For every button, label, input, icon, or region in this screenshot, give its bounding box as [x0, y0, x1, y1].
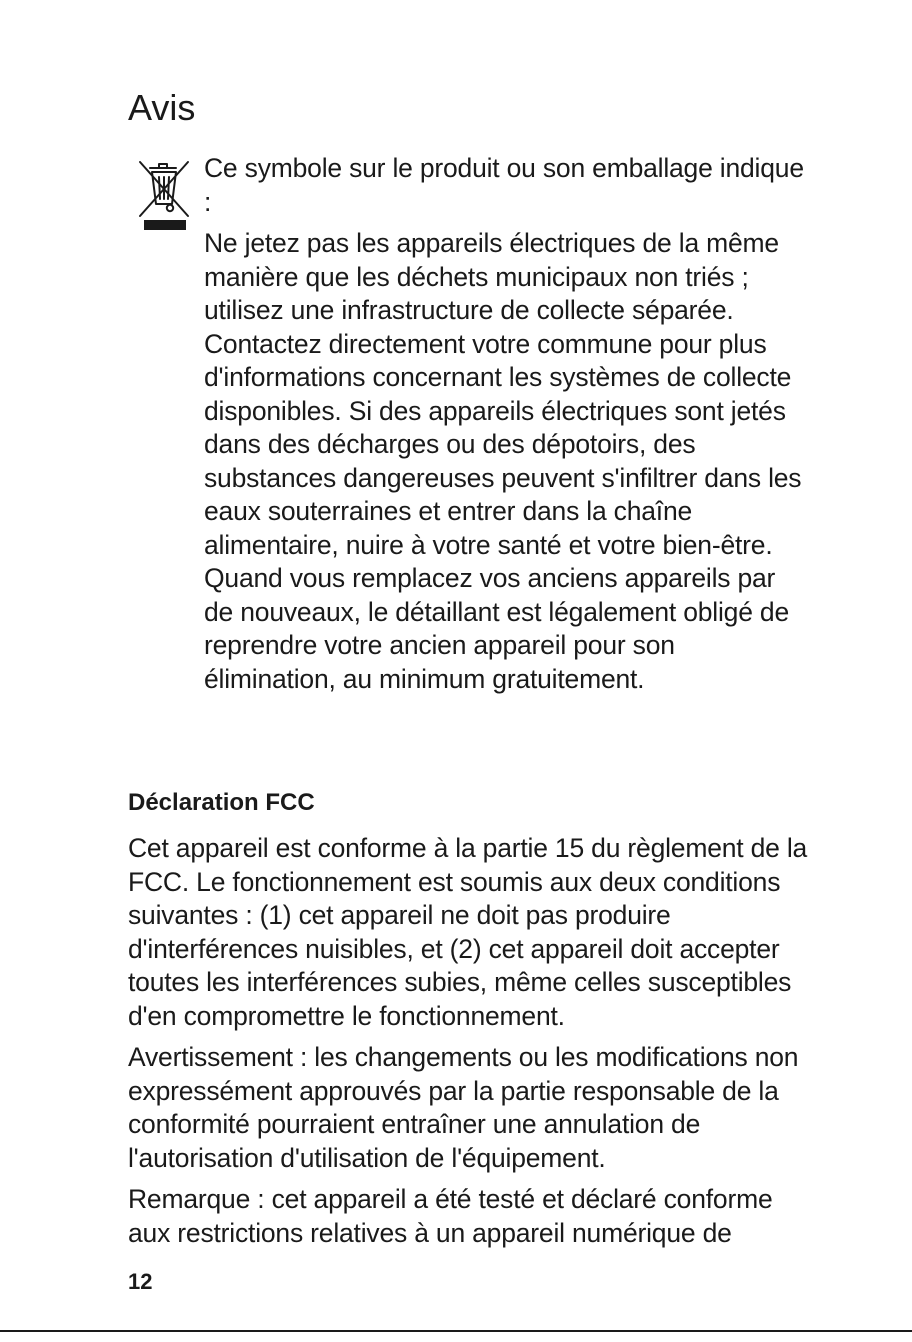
disposal-notice [204, 152, 804, 696]
page-edge-rule [0, 1330, 912, 1332]
fcc-paragraph: Cet appareil est conforme à la partie 15 du règlement de la FCC. Le fonctionnement est soumis aux deux conditions suivantes : (1) cet appareil ne doit pas produire d'interférences nuisibles, et (2) cet appareil doit accepter toutes les interférences subies, même celles susceptibles d'en compromettre le fonctionnement. [128, 833, 808, 1031]
fcc-warning: Avertissement : les changements ou les modifications non expressément approuvés par la partie responsable de la conformité pourraient entraîner une annulation de l'autorisation d'utilisation de l'équipement. [128, 1042, 799, 1173]
fcc-heading: Déclaration FCC [128, 789, 315, 816]
weee-bar [144, 220, 186, 230]
notice-body: Ne jetez pas les appareils électriques de la même manière que les déchets municipaux non triés ; utilisez une infrastructure de collecte séparée. Contactez directement votre commune pour plus d'informations concernant les systèmes de collecte disponibles. Si des appareils électriques sont jetés dans des décharges ou des dépotoirs, des substances dangereuses peuvent s'infiltrer dans les eaux souterraines et entrer dans la chaîne alimentaire, nuire à votre santé et votre bien-être. Quand vous remplacez vos anciens appareils par de nouveaux, le détaillant est légalement obligé de reprendre votre ancien appareil pour son élimination, au minimum gratuitement. [204, 228, 802, 694]
fcc-statement [128, 832, 808, 1250]
fcc-note: Remarque : cet appareil a été testé et déclaré conforme aux restrictions relatives à un appareil numérique de [128, 1184, 773, 1248]
section-title: Avis [128, 87, 196, 128]
page-number: 12 [128, 1269, 153, 1294]
notice-intro: Ce symbole sur le produit ou son emballage indique : [204, 153, 804, 217]
